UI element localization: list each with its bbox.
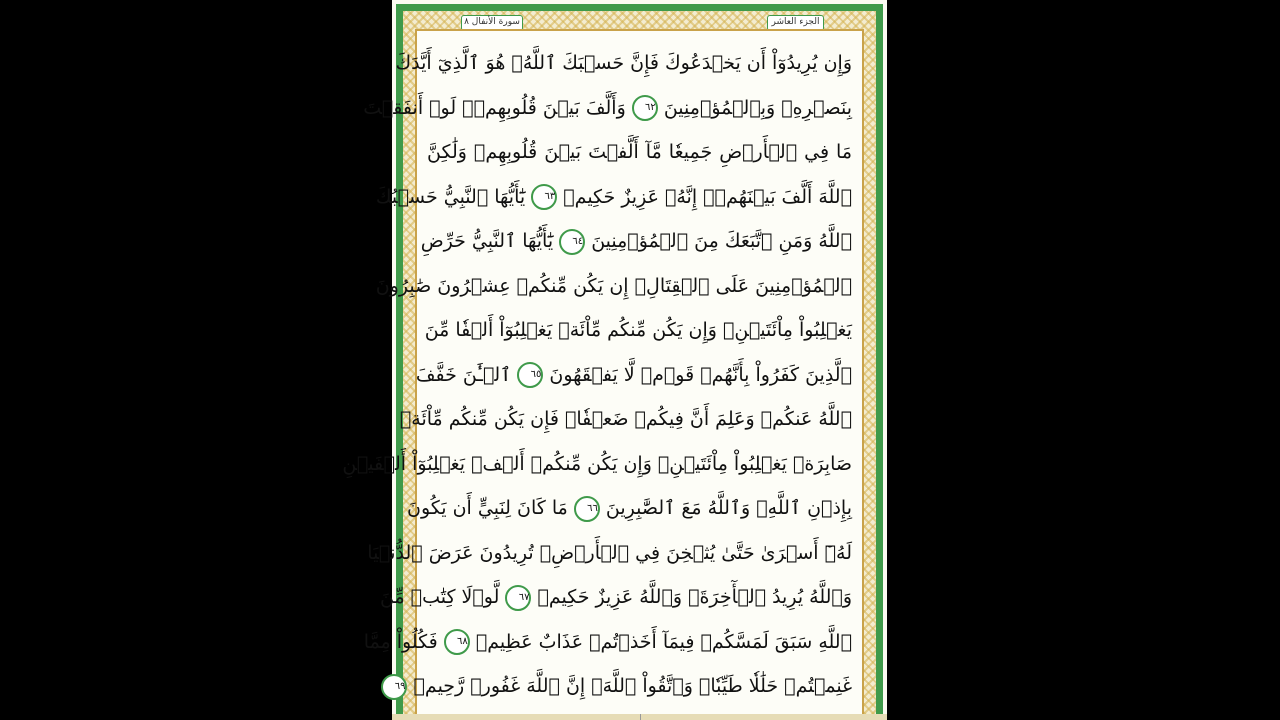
footer-divider [640, 714, 641, 720]
text-line-9: ٱللَّهُ عَنكُمۡ وَعَلِمَ أَنَّ فِيكُمۡ ضَعۡفٗاۚ فَإِن يَكُن مِّنكُم مِّاْئَةٞ [399, 408, 852, 430]
text-line-4: ٱللَّهَ أَلَّفَ بَيۡنَهُمۡۚ إِنَّهُۥ عَزِيزٌ حَكِيمٞ ٦٣ يَٰٓأَيُّهَا ٱلنَّبِيُّ حَسۡبُكَ [427, 175, 852, 220]
text-line-15: غَنِمۡتُمۡ حَلَٰلٗا طَيِّبٗاۚ وَٱتَّقُواْ ٱللَّهَۚ إِنَّ ٱللَّهَ غَفُورٞ رَّحِيمٞ ٦٩ [427, 664, 852, 709]
juz-label: الجزء العاشر [767, 15, 824, 31]
mushaf-page [342, 0, 887, 720]
ayah-number-marker: ٦٥ [517, 362, 543, 388]
surah-name-label: سورة الأنفال ٨ [461, 15, 523, 31]
text-line-7: يَغۡلِبُواْ مِاْئَتَيۡنِۚ وَإِن يَكُن مِّنكُم مِّاْئَةٞ يَغۡلِبُوٓاْ أَلۡفٗا مِّنَ [424, 319, 852, 341]
text-line-12: لَهُۥٓ أَسۡرَىٰ حَتَّىٰ يُثۡخِنَ فِي ٱلۡأَرۡضِۚ تُرِيدُونَ عَرَضَ ٱلدُّنۡيَا [367, 541, 852, 564]
ayah-number-marker: ٦٧ [505, 585, 531, 611]
text-line-5: ٱللَّهُ وَمَنِ ٱتَّبَعَكَ مِنَ ٱلۡمُؤۡمِنِينَ ٦٤ يَٰٓأَيُّهَا ٱلنَّبِيُّ حَرِّضِ [427, 219, 852, 264]
ayah-number-marker: ٦٨ [444, 629, 470, 655]
text-line-10: صَابِرَةٞ يَغۡلِبُواْ مِاْئَتَيۡنِۚ وَإِن يَكُن مِّنكُمۡ أَلۡفٞ يَغۡلِبُوٓاْ أَلۡفَيۡنِ [342, 452, 852, 475]
verse-lines [342, 41, 852, 709]
text-line-14: ٱللَّهِ سَبَقَ لَمَسَّكُمۡ فِيمَآ أَخَذۡتُمۡ عَذَابٌ عَظِيمٞ ٦٨ فَكُلُواْ مِمَّا [427, 620, 852, 665]
text-line-6: ٱلۡمُؤۡمِنِينَ عَلَى ٱلۡقِتَالِۚ إِن يَكُن مِّنكُمۡ عِشۡرُونَ صَٰبِرُونَ [375, 274, 852, 297]
ayah-number-marker: ٦٤ [559, 229, 585, 255]
page-footer-strip [392, 714, 887, 720]
text-line-8: ٱلَّذِينَ كَفَرُواْ بِأَنَّهُمۡ قَوۡمٞ لَّا يَفۡقَهُونَ ٦٥ ٱلۡـَٰٔنَ خَفَّفَ [427, 353, 852, 398]
text-line-11: بِإِذۡنِ ٱللَّهِۗ وَٱللَّهُ مَعَ ٱلصَّٰبِرِينَ ٦٦ مَا كَانَ لِنَبِيٍّ أَن يَكُونَ [427, 486, 852, 531]
decorative-frame [342, 4, 883, 720]
ayah-number-marker: ٦٩ [381, 674, 407, 700]
text-line-1: وَإِن يُرِيدُوٓاْ أَن يَخۡدَعُوكَ فَإِنَّ حَسۡبَكَ ٱللَّهُۚ هُوَ ٱلَّذِيٓ أَيَّدَكَ [395, 52, 852, 74]
ayah-number-marker: ٦٦ [574, 496, 600, 522]
text-line-2: بِنَصۡرِهِۦ وَبِٱلۡمُؤۡمِنِينَ ٦٢ وَأَلَّفَ بَيۡنَ قُلُوبِهِمۡۚ لَوۡ أَنفَقۡتَ [427, 86, 852, 131]
text-line-13: وَٱللَّهُ يُرِيدُ ٱلۡأٓخِرَةَۗ وَٱللَّهُ عَزِيزٌ حَكِيمٞ ٦٧ لَّوۡلَا كِتَٰبٞ مِّنَ [427, 575, 852, 620]
text-area [342, 29, 864, 720]
text-line-3: مَا فِي ٱلۡأَرۡضِ جَمِيعٗا مَّآ أَلَّفۡتَ بَيۡنَ قُلُوبِهِمۡ وَلَٰكِنَّ [427, 141, 852, 163]
ayah-number-marker: ٦٢ [632, 95, 658, 121]
ayah-number-marker: ٦٣ [531, 184, 557, 210]
